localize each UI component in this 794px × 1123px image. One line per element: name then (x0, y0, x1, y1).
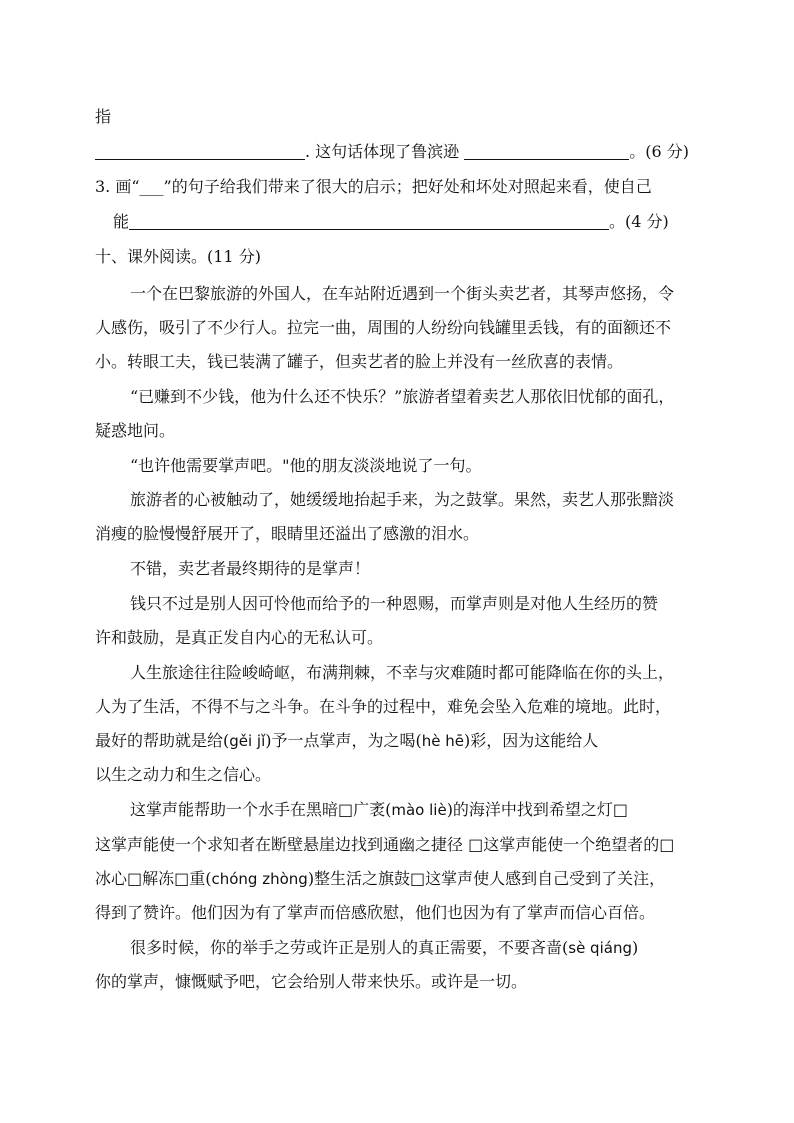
passage-line: 消瘦的脸慢慢舒展开了，眼睛里还溢出了感激的泪水。 (95, 524, 480, 543)
passage-line: 人感伤，吸引了不少行人。拉完一曲，周围的人纷纷向钱罐里丢钱，有的面额还不 (95, 318, 672, 337)
passage-text: 这掌声能帮助一个水手在黑暗□广袤( (130, 800, 392, 819)
passage-line: 不错，卖艺者最终期待的是掌声！ (130, 559, 371, 578)
section-title: 十、课外阅读。(11 分) (95, 247, 261, 266)
passage-line (130, 800, 628, 820)
question-2-answer-line (95, 142, 689, 162)
question-3-score: 。(4 分) (609, 212, 669, 231)
passage-line (95, 869, 665, 889)
question-fragment (95, 107, 111, 127)
question-3 (95, 177, 652, 197)
passage-line: 得到了赞许。他们因为有了掌声而倍感欣慰，他们也因为有了掌声而信心百倍。 (95, 903, 656, 922)
question-3-answer-line (113, 212, 669, 232)
passage-line (95, 731, 598, 751)
passage-text: )予一点掌声，为之喝( (265, 731, 422, 750)
passage-line: 小。转眼工夫，钱已装满了罐子，但卖艺者的脸上并没有一丝欣喜的表情。 (95, 352, 624, 371)
pinyin-choice: sè qiáng (568, 939, 632, 957)
passage-line: “已赚到不少钱，他为什么还不快乐？”旅游者望着卖艺人那依旧忧郁的面孔， (130, 387, 675, 406)
passage-text: )的海洋中找到希望之灯□ (446, 800, 629, 819)
pinyin-choice: chóng zhòng (211, 870, 308, 888)
passage-line: 以生之动力和生之信心。 (95, 765, 272, 784)
question-3-line2-text: 能 (113, 212, 130, 231)
question-2-text: . 这句话体现了鲁滨逊 (305, 142, 460, 161)
answer-blank[interactable] (95, 143, 305, 160)
passage-line: 人为了生活，不得不与之斗争。在斗争的过程中，难免会坠入危难的境地。此时， (95, 697, 672, 716)
passage-line: 你的掌声，慷慨赋予吧，它会给别人带来快乐。或许是一切。 (95, 972, 528, 991)
question-tail-text: 指 (95, 107, 112, 126)
passage-line: 人生旅途往往险峻崎岖，布满荆棘，不幸与灾难随时都可能降临在你的头上， (130, 663, 675, 682)
passage-line: 钱只不过是别人因可怜他而给予的一种恩赐，而掌声则是对他人生经历的赞 (130, 594, 659, 613)
pinyin-choice: gěi jǐ (229, 732, 266, 750)
passage-line (130, 938, 638, 958)
question-2-score: 。(6 分) (629, 142, 690, 161)
passage-line: 旅游者的心被触动了，她缓缓地抬起手来，为之鼓掌。果然，卖艺人那张黯淡 (130, 490, 675, 509)
passage-line: 疑惑地问。 (95, 421, 176, 440)
passage-text: 最好的帮助就是给( (95, 731, 230, 750)
passage-line: “也许他需要掌声吧。"他的朋友淡淡地说了一句。 (130, 456, 482, 475)
passage-text: ) (631, 938, 639, 957)
passage-line: 这掌声能使一个求知者在断壁悬崖边找到通幽之捷径 □这掌声能使一个绝望者的□ (95, 835, 675, 854)
question-3-number: 3. 画“ (95, 177, 140, 196)
passage-text: )整生活之旗鼓□这掌声使人感到自己受到了关注， (307, 869, 666, 888)
answer-blank[interactable] (129, 213, 609, 230)
question-3-text: ”的句子给我们带来了很大的启示；把好处和坏处对照起来看，使自己 (163, 177, 652, 196)
passage-line: 许和鼓励，是真正发自内心的无私认可。 (95, 628, 384, 647)
passage-text: 冰心□解冻□重( (95, 869, 212, 888)
passage-text: )彩，因为这能给人 (464, 731, 599, 750)
pinyin-choice: mào liè (391, 801, 447, 819)
pinyin-choice: hè hē (421, 732, 465, 750)
question-3-marker: ___ (139, 177, 164, 196)
passage-line: 一个在巴黎旅游的外国人，在车站附近遇到一个街头卖艺者，其琴声悠扬，令 (130, 284, 675, 303)
passage-text: 很多时候，你的举手之劳或许正是别人的真正需要，不要吝啬( (130, 938, 569, 957)
answer-blank[interactable] (464, 143, 629, 160)
